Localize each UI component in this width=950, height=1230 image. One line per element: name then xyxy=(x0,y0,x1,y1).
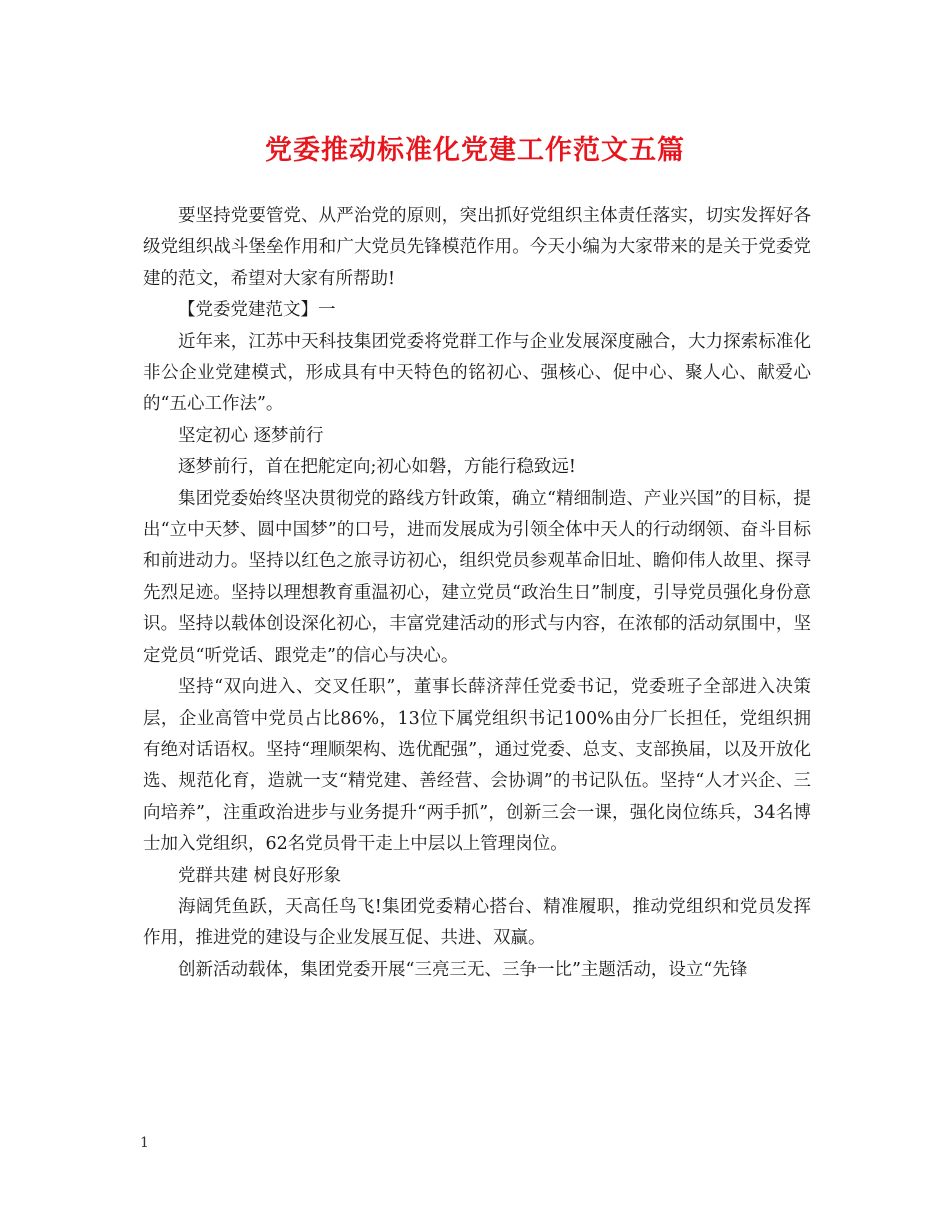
subheading-chuxin: 坚定初心 逐梦前行 xyxy=(178,425,324,446)
paragraph: 创新活动载体，集团党委开展“三亮三无、三争一比”主题活动，设立“先锋 xyxy=(178,959,748,980)
subheading-dangqun: 党群共建 树良好形象 xyxy=(178,865,342,886)
page-number: 1 xyxy=(140,1135,149,1151)
document-body xyxy=(143,201,811,986)
document-title: 党委推动标准化党建工作范文五篇 xyxy=(265,135,685,166)
paragraph: 集团党委始终坚决贯彻党的路线方针政策，确立“精细制造、产业兴国”的目标，提出“立中天梦、圆中国梦”的口号，进而发展成为引领全体中天人的行动纲领、奋斗目标和前进动力。坚持以红色之旅寻访初心，组织党员参观革命旧址、瞻仰伟人故里、探寻先烈足迹。坚持以理想教育重温初心，建立党员“政治生日”制度，引导党员强化身份意识。坚持以载体创设深化初心，丰富党建活动的形式与内容，在浓郁的活动氛围中，坚定党员“听党话、跟党走”的信心与决心。 xyxy=(143,488,811,666)
paragraph: 海阔凭鱼跃，天高任鸟飞!集团党委精心搭台、精准履职，推动党组织和党员发挥作用，推进党的建设与企业发展互促、共进、双赢。 xyxy=(143,896,811,949)
paragraph: 近年来，江苏中天科技集团党委将党群工作与企业发展深度融合，大力探索标准化非公企业党建模式，形成具有中天特色的铭初心、强核心、促中心、聚人心、献爱心的“五心工作法”。 xyxy=(143,331,811,415)
paragraph-intro: 要坚持党要管党、从严治党的原则，突出抓好党组织主体责任落实，切实发挥好各级党组织战斗堡垒作用和广大党员先锋模范作用。今天小编为大家带来的是关于党委党建的范文，希望对大家有所帮助! xyxy=(143,206,811,289)
paragraph: 坚持“双向进入、交叉任职”，董事长薛济萍任党委书记，党委班子全部进入决策层，企业高管中党员占比86%，13位下属党组织书记100%由分厂长担任，党组织拥有绝对话语权。坚持“理顺架构、选优配强”，通过党委、总支、支部换届，以及开放化选、规范化育，造就一支“精党建、善经营、会协调”的书记队伍。坚持“人才兴企、三向培养”，注重政治进步与业务提升“两手抓”，创新三会一课，强化岗位练兵，34名博士加入党组织，62名党员骨干走上中层以上管理岗位。 xyxy=(143,677,811,855)
paragraph: 逐梦前行，首在把舵定向;初心如磐，方能行稳致远! xyxy=(178,457,576,478)
section-heading-1: 【党委党建范文】一 xyxy=(178,300,336,321)
